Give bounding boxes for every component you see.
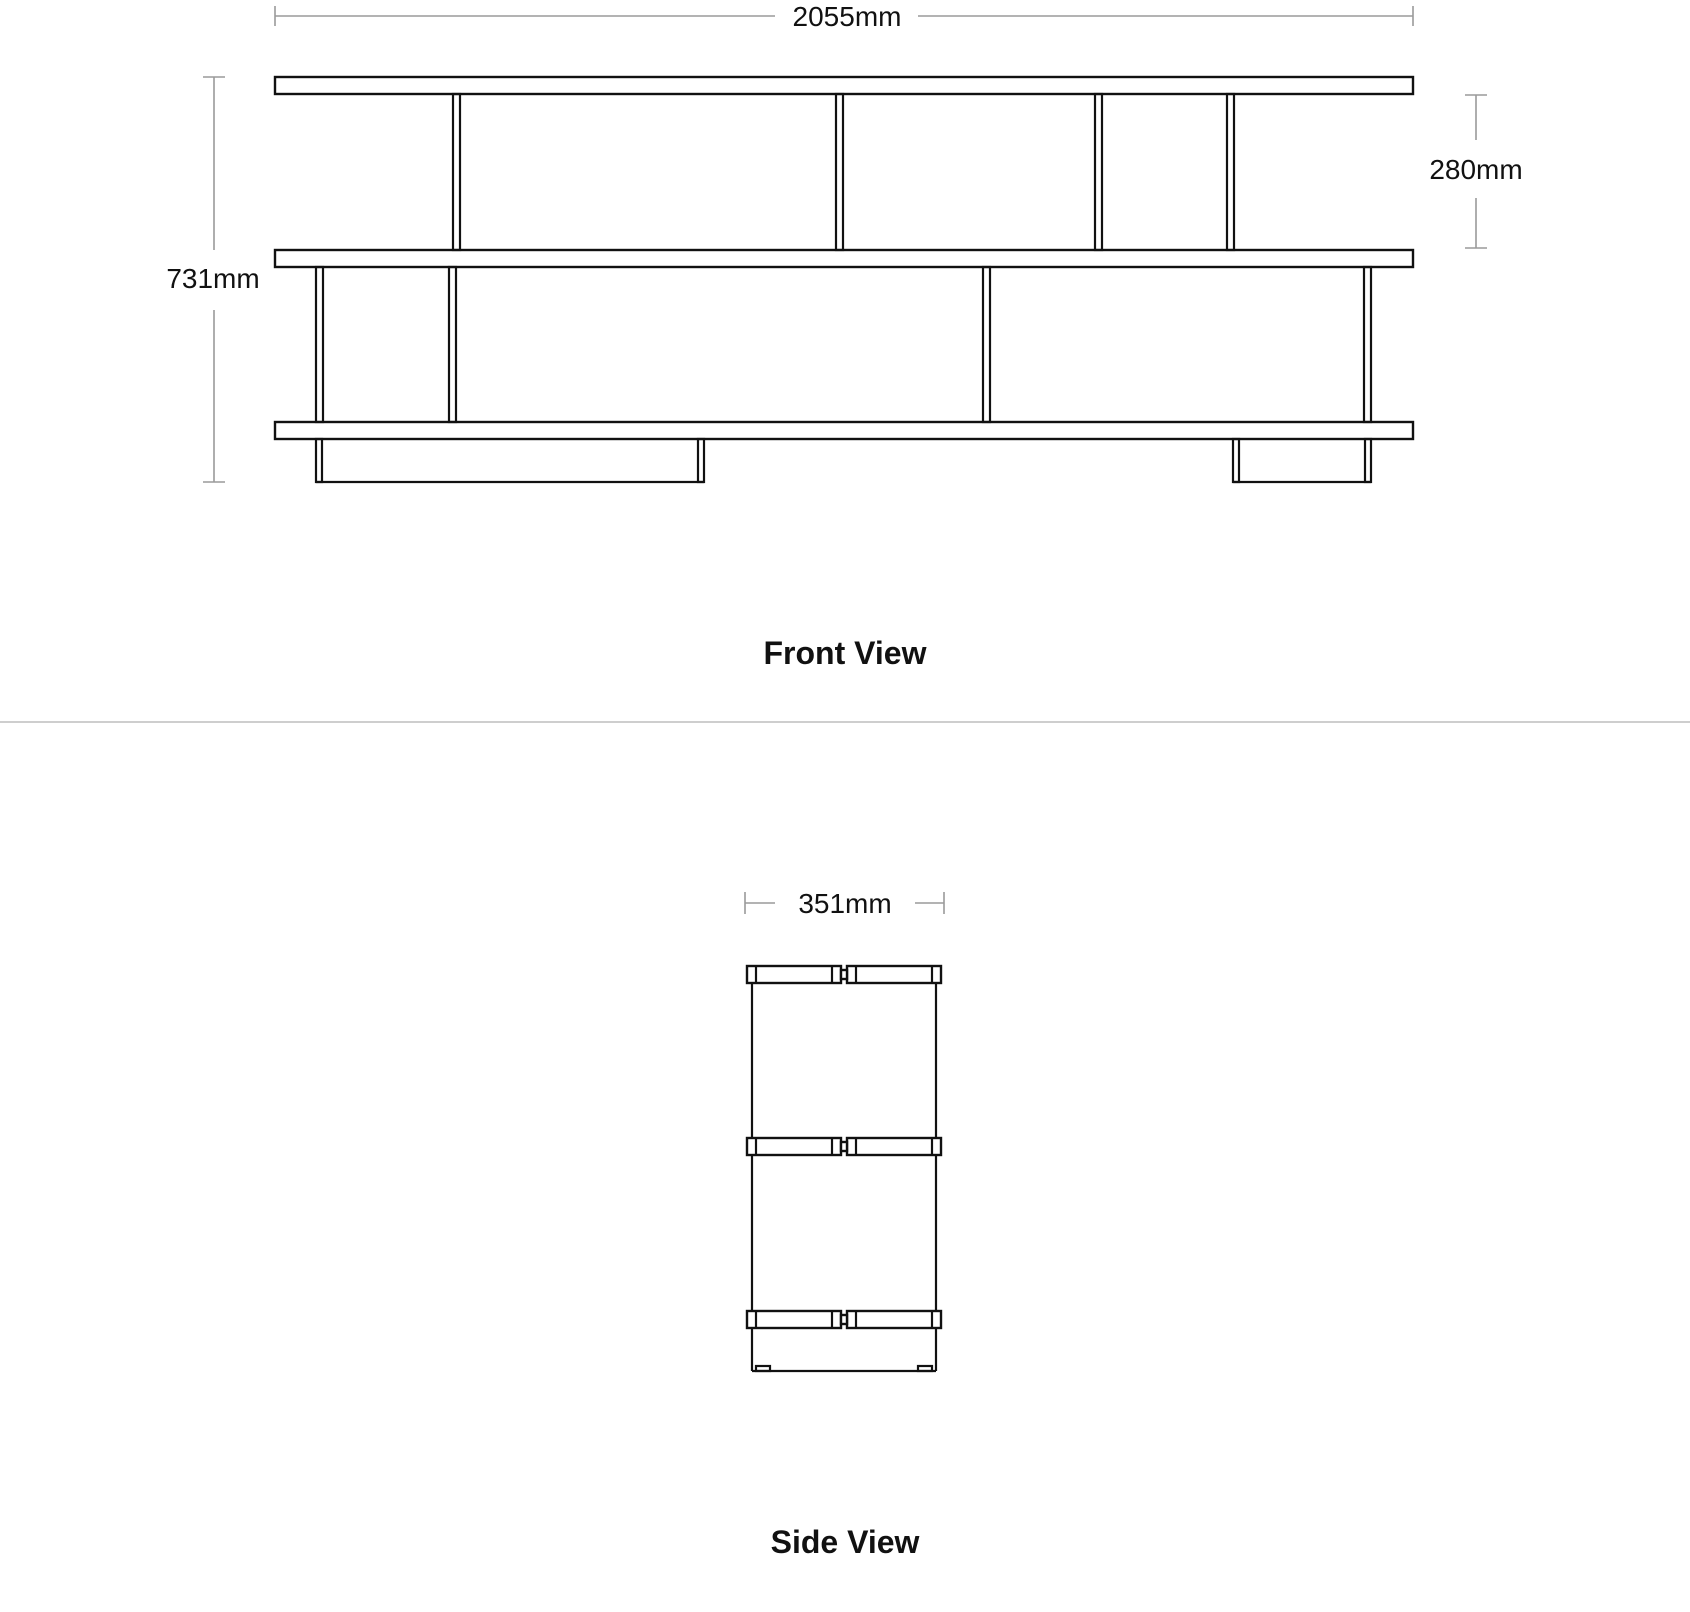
foot-pad bbox=[918, 1366, 932, 1371]
height-dimension bbox=[166, 77, 259, 482]
width-label: 2055mm bbox=[792, 1, 902, 32]
shelf-gap-label: 280mm bbox=[1429, 154, 1523, 185]
depth-dimension bbox=[745, 888, 944, 919]
upright bbox=[453, 94, 460, 250]
side-view-title: Side View bbox=[770, 1524, 920, 1560]
shelf-gap-dimension bbox=[1429, 95, 1522, 248]
front-view-title: Front View bbox=[763, 635, 927, 671]
upright bbox=[449, 267, 456, 422]
foot-pad bbox=[756, 1366, 770, 1371]
bottom-shelf bbox=[275, 422, 1413, 439]
upright bbox=[316, 267, 323, 422]
upright bbox=[1364, 267, 1371, 422]
left-base-frame bbox=[316, 439, 704, 482]
upper-uprights bbox=[453, 94, 1234, 250]
side-middle-shelf bbox=[747, 1138, 941, 1155]
depth-label: 351mm bbox=[798, 888, 892, 919]
height-label: 731mm bbox=[166, 263, 260, 294]
right-base-frame bbox=[1233, 439, 1371, 482]
side-bottom-shelf bbox=[747, 1311, 941, 1328]
upright bbox=[1227, 94, 1234, 250]
lower-uprights bbox=[316, 267, 1371, 422]
width-dimension bbox=[275, 1, 1413, 32]
upright bbox=[836, 94, 843, 250]
upright bbox=[983, 267, 990, 422]
middle-shelf bbox=[275, 250, 1413, 267]
top-shelf bbox=[275, 77, 1413, 94]
side-view bbox=[745, 888, 944, 1560]
upright bbox=[1095, 94, 1102, 250]
front-view bbox=[166, 1, 1522, 671]
side-top-shelf bbox=[747, 966, 941, 983]
